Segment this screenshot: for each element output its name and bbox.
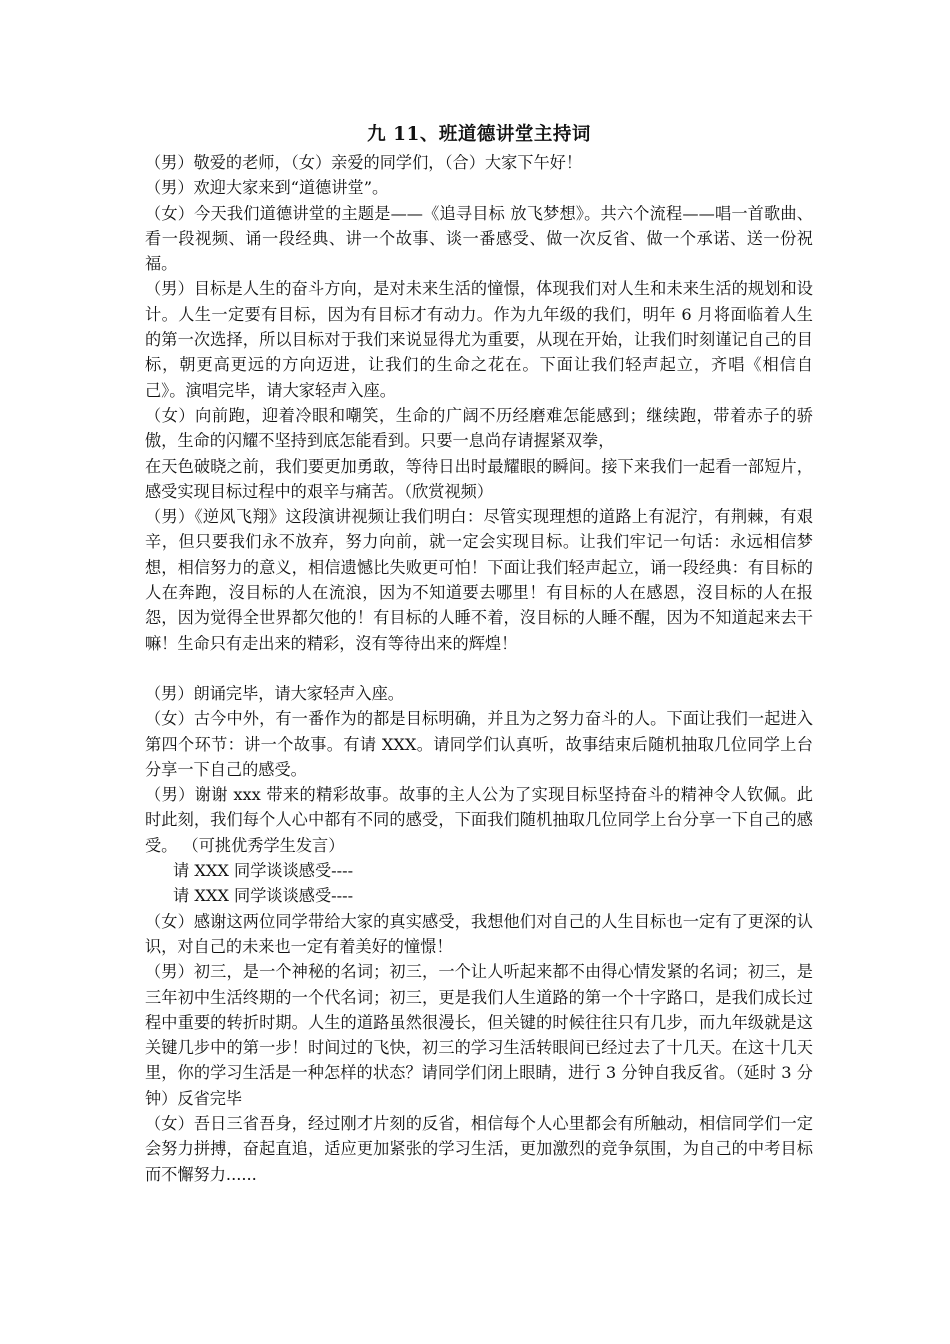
paragraph-run-forward: （女）向前跑，迎着冷眼和嘲笑，生命的广阔不历经磨难怎能感到；继续跑，带着赤子的骄傲，生命的闪耀不坚持到底怎能看到。只要一息尚存请握紧双拳， (145, 405, 813, 451)
paragraph-story-intro: （女）古今中外，有一番作为的都是目标明确，并且为之努力奋斗的人。下面让我们一起进入第四个环节：讲一个故事。有请 XXX。请同学们认真听，故事结束后随机抽取几位同学上台分享一下自己的感受。 (145, 709, 813, 779)
blank-line (145, 656, 813, 681)
paragraph-reflection: （女）吾日三省吾身，经过刚才片刻的反省，相信每个人心里都会有所触动，相信同学们一定会努力拼搏，奋起直追，适应更加紧张的学习生活，更加激烈的竞争氛围，为自己的中考目标而不懈努力...... (145, 1113, 813, 1184)
paragraph-invite-2: 请 XXX 同学谈谈感受---- (173, 886, 354, 906)
document-title: 九 11、班道德讲堂主持词 (367, 124, 591, 145)
paragraph-grade-three: （男）初三，是一个神秘的名词；初三，一个让人听起来都不由得心情发紧的名词；初三，是三年初中生活终期的一个代名词；初三，更是我们人生道路的第一个十字路口，是我们成长过程中重要的转折时期。人生的道路虽然很漫长，但关键的时候往往只有几步，而九年级就是这关键几步中的第一步！时间过的飞快，初三的学习生活转眼间已经过去了十几天。在这十几天里，你的学习生活是一种怎样的状态？请同学们闭上眼睛，进行 3 分钟自我反省。（延时 3 分钟）反省完毕 (145, 962, 813, 1108)
paragraph-greeting: （男）敬爱的老师，（女）亲爱的同学们，（合）大家下午好！ (145, 153, 583, 172)
paragraph-classic-reading: （男）《逆风飞翔》这段演讲视频让我们明白：尽管实现理想的道路上有泥泞，有荆棘，有艰辛，但只要我们永不放弃，努力向前，就一定会实现目标。让我们牢记一句话：永远相信梦想，相信努力的意义，相信遗憾比失败更可怕！下面让我们轻声起立，诵一段经典：有目标的人在奔跑，沒目标的人在流浪，因为不知道要去哪里！有目标的人在感恩，沒目标的人在报怨，因为觉得全世界都欠他的！有目标的人睡不着，沒目标的人睡不醒，因为不知道起来去干嘛！生命只有走出来的精彩，沒有等待出来的辉煌！ (145, 507, 813, 653)
paragraph-theme: （女）今天我们道德讲堂的主题是——《追寻目标 放飞梦想》。共六个流程——唱一首歌曲、看一段视频、诵一段经典、讲一个故事、谈一番感受、做一次反省、做一个承诺、送一份祝福。 (145, 203, 813, 274)
document-page (145, 120, 813, 1187)
paragraph-reading-done: （男）朗诵完毕，请大家轻声入座。 (145, 683, 404, 703)
paragraph-welcome: （男）欢迎大家来到“道德讲堂”。 (145, 178, 389, 198)
paragraph-story-thanks: （男）谢谢 xxx 带来的精彩故事。故事的主人公为了实现目标坚持奋斗的精神令人钦佩。此时此刻，我们每个人心中都有不同的感受，下面我们随机抽取几位同学上台分享一下自己的感受。 （可挑优秀学生发言） (145, 785, 813, 855)
paragraph-sharing-thanks: （女）感谢这两位同学带给大家的真实感受，我想他们对自己的人生目标也一定有了更深的认识，对自己的未来也一定有着美好的憧憬！ (145, 911, 813, 956)
paragraph-invite-1: 请 XXX 同学谈谈感受---- (173, 861, 354, 881)
paragraph-video-intro: 在天色破晓之前，我们要更加勇敢，等待日出时最耀眼的瞬间。接下来我们一起看一部短片，感受实现目标过程中的艰辛与痛苦。（欣赏视频） (145, 456, 813, 501)
paragraph-goal: （男）目标是人生的奋斗方向，是对未来生活的憧憬，体现我们对人生和未来生活的规划和设计。人生一定要有目标，因为有目标才有动力。作为九年级的我们，明年 6 月将面临着人生的第一次选择，所以目标对于我们来说显得尤为重要，从现在开始，让我们时刻谨记自己的目标，朝更高更远的方向迈进，让我们的生命之花在。下面让我们轻声起立，齐唱《相信自己》。演唱完毕，请大家轻声入座。 (145, 279, 813, 400)
